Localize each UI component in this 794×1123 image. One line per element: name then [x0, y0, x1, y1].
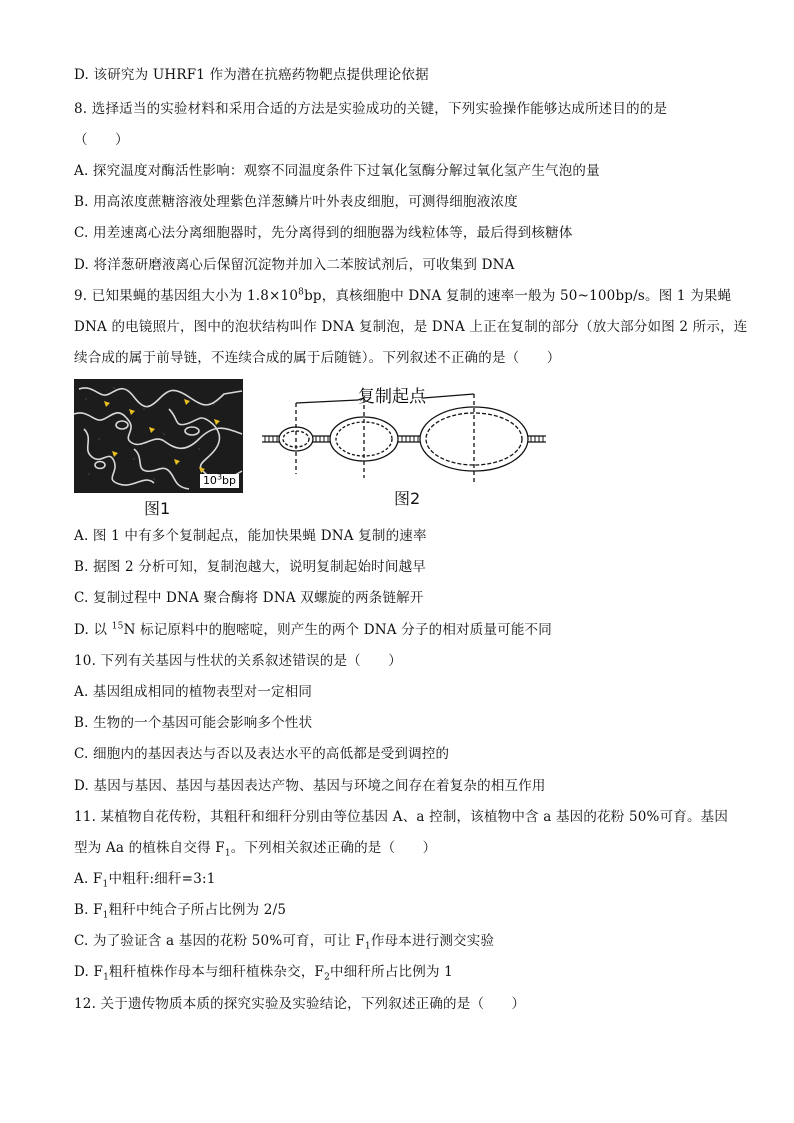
q9-text-b: bp，真核细胞中 DNA 复制的速率一般为 50~100bp/s。图 1 为果蝇	[304, 288, 732, 304]
question-9-line3: 续合成的属于前导链，不连续合成的属于后随链）。下列叙述不正确的是（ ）	[74, 350, 561, 366]
q11c-text-a: C. 为了验证含 a 基因的花粉 50%可育，可让 F	[74, 933, 365, 949]
question-9	[74, 287, 731, 305]
scale-exp: 3	[216, 472, 223, 482]
origin-label: 复制起点	[358, 387, 426, 407]
q11-option-d	[74, 963, 453, 981]
figure-1-caption: 图1	[144, 499, 171, 518]
q11d-text-b: 粗秆植株作母本与细秆植株杂交，F	[109, 964, 325, 980]
q8-option-c: C. 用差速离心法分离细胞器时，先分离得到的细胞器为线粒体等，最后得到核糖体	[74, 225, 573, 241]
question-12: 12. 关于遗传物质本质的探究实验及实验结论，下列叙述正确的是（ ）	[74, 996, 526, 1012]
q11-option-c	[74, 932, 494, 950]
q9-text-a: 9. 已知果蝇的基因组大小为 1.8×10	[74, 288, 299, 304]
q11bb-text-b: 粗秆中纯合子所占比例为 2/5	[108, 902, 287, 918]
q9-option-d	[74, 621, 552, 639]
figure-2-caption: 图2	[394, 489, 421, 508]
q11a-text-a: A. F	[74, 871, 103, 887]
question-10: 10. 下列有关基因与性状的关系叙述错误的是（ ）	[74, 653, 402, 669]
scale-base: 10	[202, 474, 217, 487]
q11b-sub: 1	[224, 848, 231, 859]
q11d-sub: 1	[103, 972, 110, 983]
figure-2-diagram	[258, 378, 548, 488]
q11bb-sub: 1	[102, 910, 109, 921]
q10-option-d: D. 基因与基因、基因与基因表达产物、基因与环境之间存在着复杂的相互作用	[74, 778, 546, 794]
q11bb-text-a: B. F	[74, 902, 103, 918]
q11d-text-c: 中细秆所占比例为 1	[330, 964, 453, 980]
q8-option-d: D. 将洋葱研磨液离心后保留沉淀物并加入二苯胺试剂后，可收集到 DNA	[74, 257, 515, 273]
q9-exponent: 8	[298, 287, 305, 298]
q10-option-b: B. 生物的一个基因可能会影响多个性状	[74, 715, 313, 731]
q9d-isotope: 15	[111, 621, 124, 632]
dna-rungs	[265, 436, 543, 442]
q11a-text-b: 中粗秆:细秆=3:1	[108, 871, 216, 887]
q10-option-a: A. 基因组成相同的植物表型对一定相同	[74, 684, 313, 700]
question-8-blank: （ ）	[74, 132, 129, 148]
q8-option-a: A. 探究温度对酶活性影响：观察不同温度条件下过氧化氢酶分解过氧化氢产生气泡的量	[74, 163, 600, 179]
scale-unit: bp	[222, 474, 236, 487]
q11-option-b	[74, 901, 286, 919]
q8-option-b: B. 用高浓度蔗糖溶液处理紫色洋葱鳞片叶外表皮细胞，可测得细胞液浓度	[74, 194, 518, 210]
figure-1-micrograph	[74, 379, 243, 493]
q9-option-a: A. 图 1 中有多个复制起点，能加快果蝇 DNA 复制的速率	[74, 528, 427, 544]
option-d-q7: D. 该研究为 UHRF1 作为潜在抗癌药物靶点提供理论依据	[74, 67, 429, 83]
q11d-sub2: 2	[324, 972, 331, 983]
q9-option-b: B. 据图 2 分析可知，复制泡越大，说明复制起始时间越早	[74, 559, 426, 575]
question-9-line2: DNA 的电镜照片，图中的泡状结构叫作 DNA 复制泡，是 DNA 上正在复制的部分（放大部分如图 2 所示，连	[74, 319, 748, 335]
question-8: 8. 选择适当的实验材料和采用合适的方法是实验成功的关键，下列实验操作能够达成所述目的的是	[74, 101, 668, 117]
q11b-text-a: 型为 Aa 的植株自交得 F	[74, 840, 225, 856]
q11-option-a	[74, 870, 216, 888]
q9-option-c: C. 复制过程中 DNA 聚合酶将 DNA 双螺旋的两条链解开	[74, 590, 424, 606]
q11b-text-b: 。下列相关叙述正确的是（ ）	[230, 840, 437, 856]
question-11: 11. 某植物自花传粉，其粗秆和细秆分别由等位基因 A、a 控制，该植物中含 a 基因的花粉 50%可育。基因	[74, 809, 729, 825]
q11a-sub: 1	[102, 879, 109, 890]
q11c-text-b: 作母本进行测交实验	[370, 933, 495, 949]
q10-option-c: C. 细胞内的基因表达与否以及表达水平的高低都是受到调控的	[74, 746, 450, 762]
q9d-text-a: D. 以	[74, 622, 112, 638]
q9d-text-b: N 标记原料中的胞嘧啶，则产生的两个 DNA 分子的相对质量可能不同	[123, 622, 552, 638]
q11c-sub: 1	[364, 941, 371, 952]
scale-bar-label	[200, 474, 239, 488]
q11d-text-a: D. F	[74, 964, 104, 980]
question-11-line2	[74, 839, 436, 857]
